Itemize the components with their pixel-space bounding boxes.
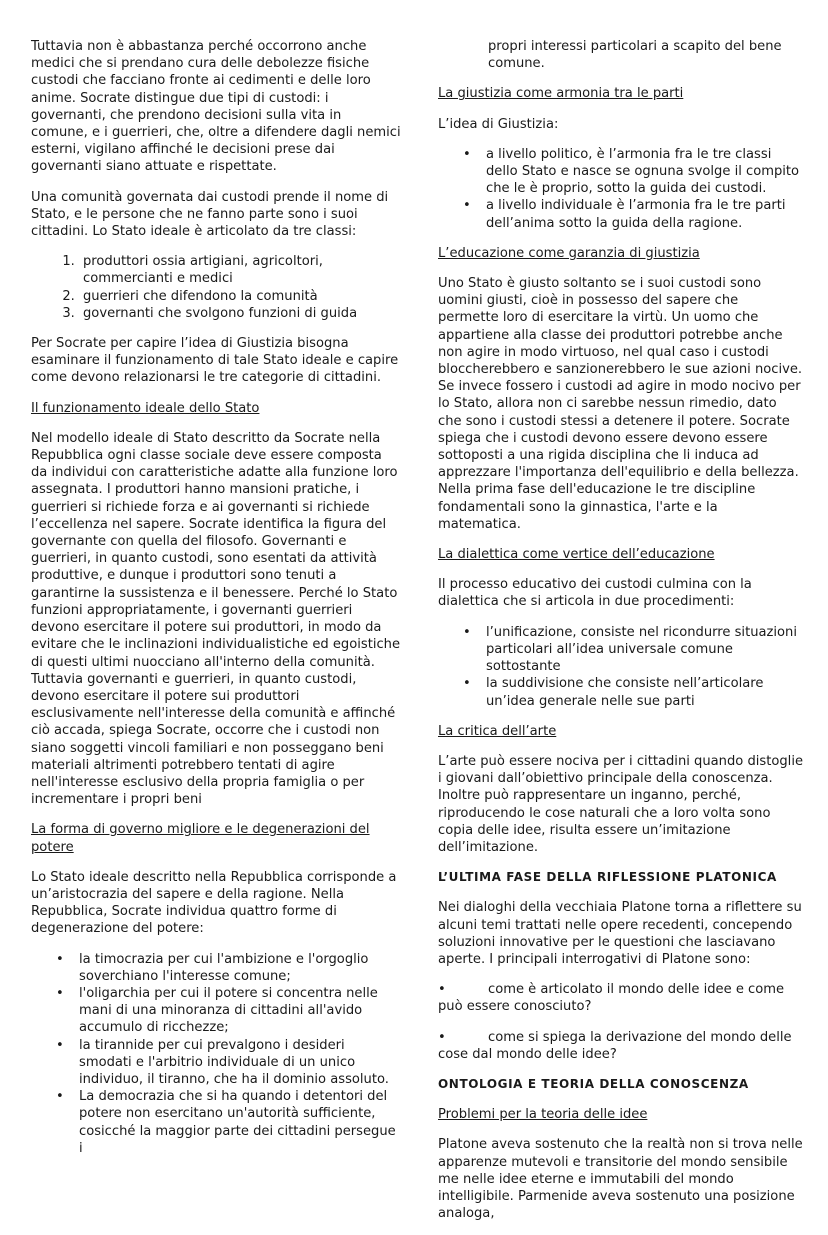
degeneration-list <box>31 951 401 1157</box>
paragraph: Platone aveva sostenuto che la realtà non si trova nelle apparenze mutevoli e transitorie del mondo sensibile me nelle idee eterne e immutabili del mondo intelligibile. Parmenide aveva sostenuto una posizione analoga, <box>438 1137 803 1222</box>
right-column <box>438 0 803 1235</box>
paragraph: Uno Stato è giusto soltanto se i suoi custodi sono uomini giusti, cioè in possesso del sapere che permette loro di esercitare la virtù. Un uomo che appartiene alla classe dei produttori potrebbe anche non agire in modo virtuoso, nel qual caso i custodi bloccherebbero e sanzionerebbero le sue azioni nocive. Se invece fossero i custodi ad agire in modo nocivo per lo Stato, allora non ci sarebbe nessun rimedio, dato che sono i custodi stessi a detenere il potere. Socrate spiega che i custodi devono essere devono essere sottoposti a una rigida disciplina che li induca ad apprezzare l'importanza dell'equilibrio e della bellezza. Nella prima fase dell'educazione le tre discipline fondamentali sono la ginnastica, l'arte e la matematica. <box>438 276 803 532</box>
chapter-heading: ONTOLOGIA E TEORIA DELLA CONOSCENZA <box>438 1076 749 1091</box>
paragraph: Lo Stato ideale descritto nella Repubblica corrisponde a un’aristocrazia del sapere e della ragione. Nella Repubblica, Socrate individua quattro forme di degenerazione del potere: <box>31 869 397 937</box>
paragraph: Tuttavia non è abbastanza perché occorrono anche medici che si prendano cura delle debolezze fisiche custodi che facciano fronte ai cedimenti e delle loro anime. Socrate distingue due tipi di custodi: i governanti, che prendono decisioni sulla vita in comune, e i guerrieri, che, oltre a difendere dagli nemici esterni, vigilano affinché le decisioni prese dai governanti siano attuate e rispettate. <box>31 39 401 175</box>
section-heading: La critica dell’arte <box>438 723 557 739</box>
section-heading: La forma di governo migliore e le degenerazioni del potere <box>31 822 370 855</box>
section-heading: La giustizia come armonia tra le parti <box>438 86 684 102</box>
paragraph: Nei dialoghi della vecchiaia Platone torna a riflettere su alcuni temi trattati nelle opere recedenti, concependo soluzioni innovative per le questioni che lasciavano aperte. I principali interrogativi di Platone sono: <box>438 900 802 967</box>
list-item: • l'oligarchia per cui il potere si concentra nelle mani di una minoranza di cittadini all'avido accumulo di ricchezze; <box>79 985 401 1037</box>
bullet-icon: • <box>438 1029 446 1045</box>
paragraph: Il processo educativo dei custodi culmina con la dialettica che si articola in due procedimenti: <box>438 577 752 610</box>
section-heading: L’educazione come garanzia di giustizia <box>438 245 700 261</box>
list-item: 1. produttori ossia artigiani, agricoltori, commercianti e medici <box>79 253 401 287</box>
paragraph: Una comunità governata dai custodi prende il nome di Stato, e le persone che ne fanno parte sono i suoi cittadini. Lo Stato ideale è articolato da tre classi: <box>31 189 389 240</box>
list-item: 3. governanti che svolgono funzioni di guida <box>79 305 401 322</box>
question-item <box>438 1029 803 1063</box>
dialectic-list <box>438 624 803 710</box>
paragraph: Nel modello ideale di Stato descritto da Socrate nella Repubblica ogni classe sociale deve essere composta da individui con caratteristiche adatte alla funzione loro assegnata. I produttori hanno mansioni pratiche, i guerrieri si richiede forza e ai governanti si richiede l’eccellenza nel sapere. Socrate identifica la figura del governante con quella del filosofo. Governanti e guerrieri, in quanto custodi, sono esentati da attività produttive, e dunque i produttori sono tenuti a garantirne la sussistenza e il benessere. Perché lo Stato funzioni appropriatamente, i governanti guerrieri devono esercitare il potere sui produttori, in modo da evitare che le inclinazioni individualistiche ed egoistiche di questi ultimi nuocciano all'interno della comunità. Tuttavia governanti e guerrieri, in quanto custodi, devono esercitare il potere sui produttori esclusivamente nell'interesse della comunità e affinché ciò accada, spiega Socrate, occorre che i custodi non siano soggetti vincoli familiari e non posseggano beni materiali altrimenti potrebbero tentati di agire nell'interesse esclusivo della propria famiglia o per incrementare i propri beni <box>31 430 401 808</box>
list-item: • a livello politico, è l’armonia fra le tre classi dello Stato e nasce se ognuna svolge il compito che le è proprio, sotto la guida dei custodi. <box>486 146 803 198</box>
list-item: 2. guerrieri che difendono la comunità <box>79 288 401 305</box>
list-item: • l’unificazione, consiste nel ricondurre situazioni particolari all’idea universale comune sottostante <box>486 624 803 676</box>
list-item: • la tirannide per cui prevalgono i desideri smodati e l'arbitrio individuale di un unico individuo, il tiranno, che ha il dominio assoluto. <box>79 1037 401 1089</box>
justice-list <box>438 146 803 232</box>
paragraph: Per Socrate per capire l’idea di Giustizia bisogna esaminare il funzionamento di tale Stato ideale e capire come devono relazionarsi le tre categorie di cittadini. <box>31 336 399 386</box>
list-item: • a livello individuale è l’armonia fra le tre parti dell’anima sotto la guida della ragione. <box>486 197 803 231</box>
paragraph-continuation: propri interessi particolari a scapito del bene comune. <box>488 39 782 72</box>
classes-list <box>31 253 401 322</box>
list-item: • La democrazia che si ha quando i detentori del potere non esercitano un'autorità sufficiente, cosicché la maggior parte dei cittadini persegue i <box>79 1088 401 1157</box>
bullet-icon: • <box>438 982 446 998</box>
left-column <box>31 0 401 1170</box>
paragraph: L’arte può essere nociva per i cittadini quando distoglie i giovani dall’obiettivo principale della conoscenza. Inoltre può rappresentare un inganno, perché, riproducendo le cose naturali che a loro volta sono copia delle idee, risulta essere un’imitazione dell’imitazione. <box>438 753 804 855</box>
question-text: come si spiega la derivazione del mondo delle cose dal mondo delle idee? <box>438 1029 792 1062</box>
question-item <box>438 981 803 1015</box>
question-text: come è articolato il mondo delle idee e come può essere conosciuto? <box>438 982 785 1015</box>
section-heading: La dialettica come vertice dell’educazione <box>438 547 715 563</box>
paragraph: L’idea di Giustizia: <box>438 116 559 132</box>
section-heading: Problemi per la teoria delle idee <box>438 1107 648 1123</box>
chapter-heading: L’ULTIMA FASE DELLA RIFLESSIONE PLATONICA <box>438 870 777 885</box>
section-heading: Il funzionamento ideale dello Stato <box>31 400 260 416</box>
list-item: • la timocrazia per cui l'ambizione e l'orgoglio soverchiano l'interesse comune; <box>79 951 401 985</box>
list-item: • la suddivisione che consiste nell’articolare un’idea generale nelle sue parti <box>486 675 803 709</box>
